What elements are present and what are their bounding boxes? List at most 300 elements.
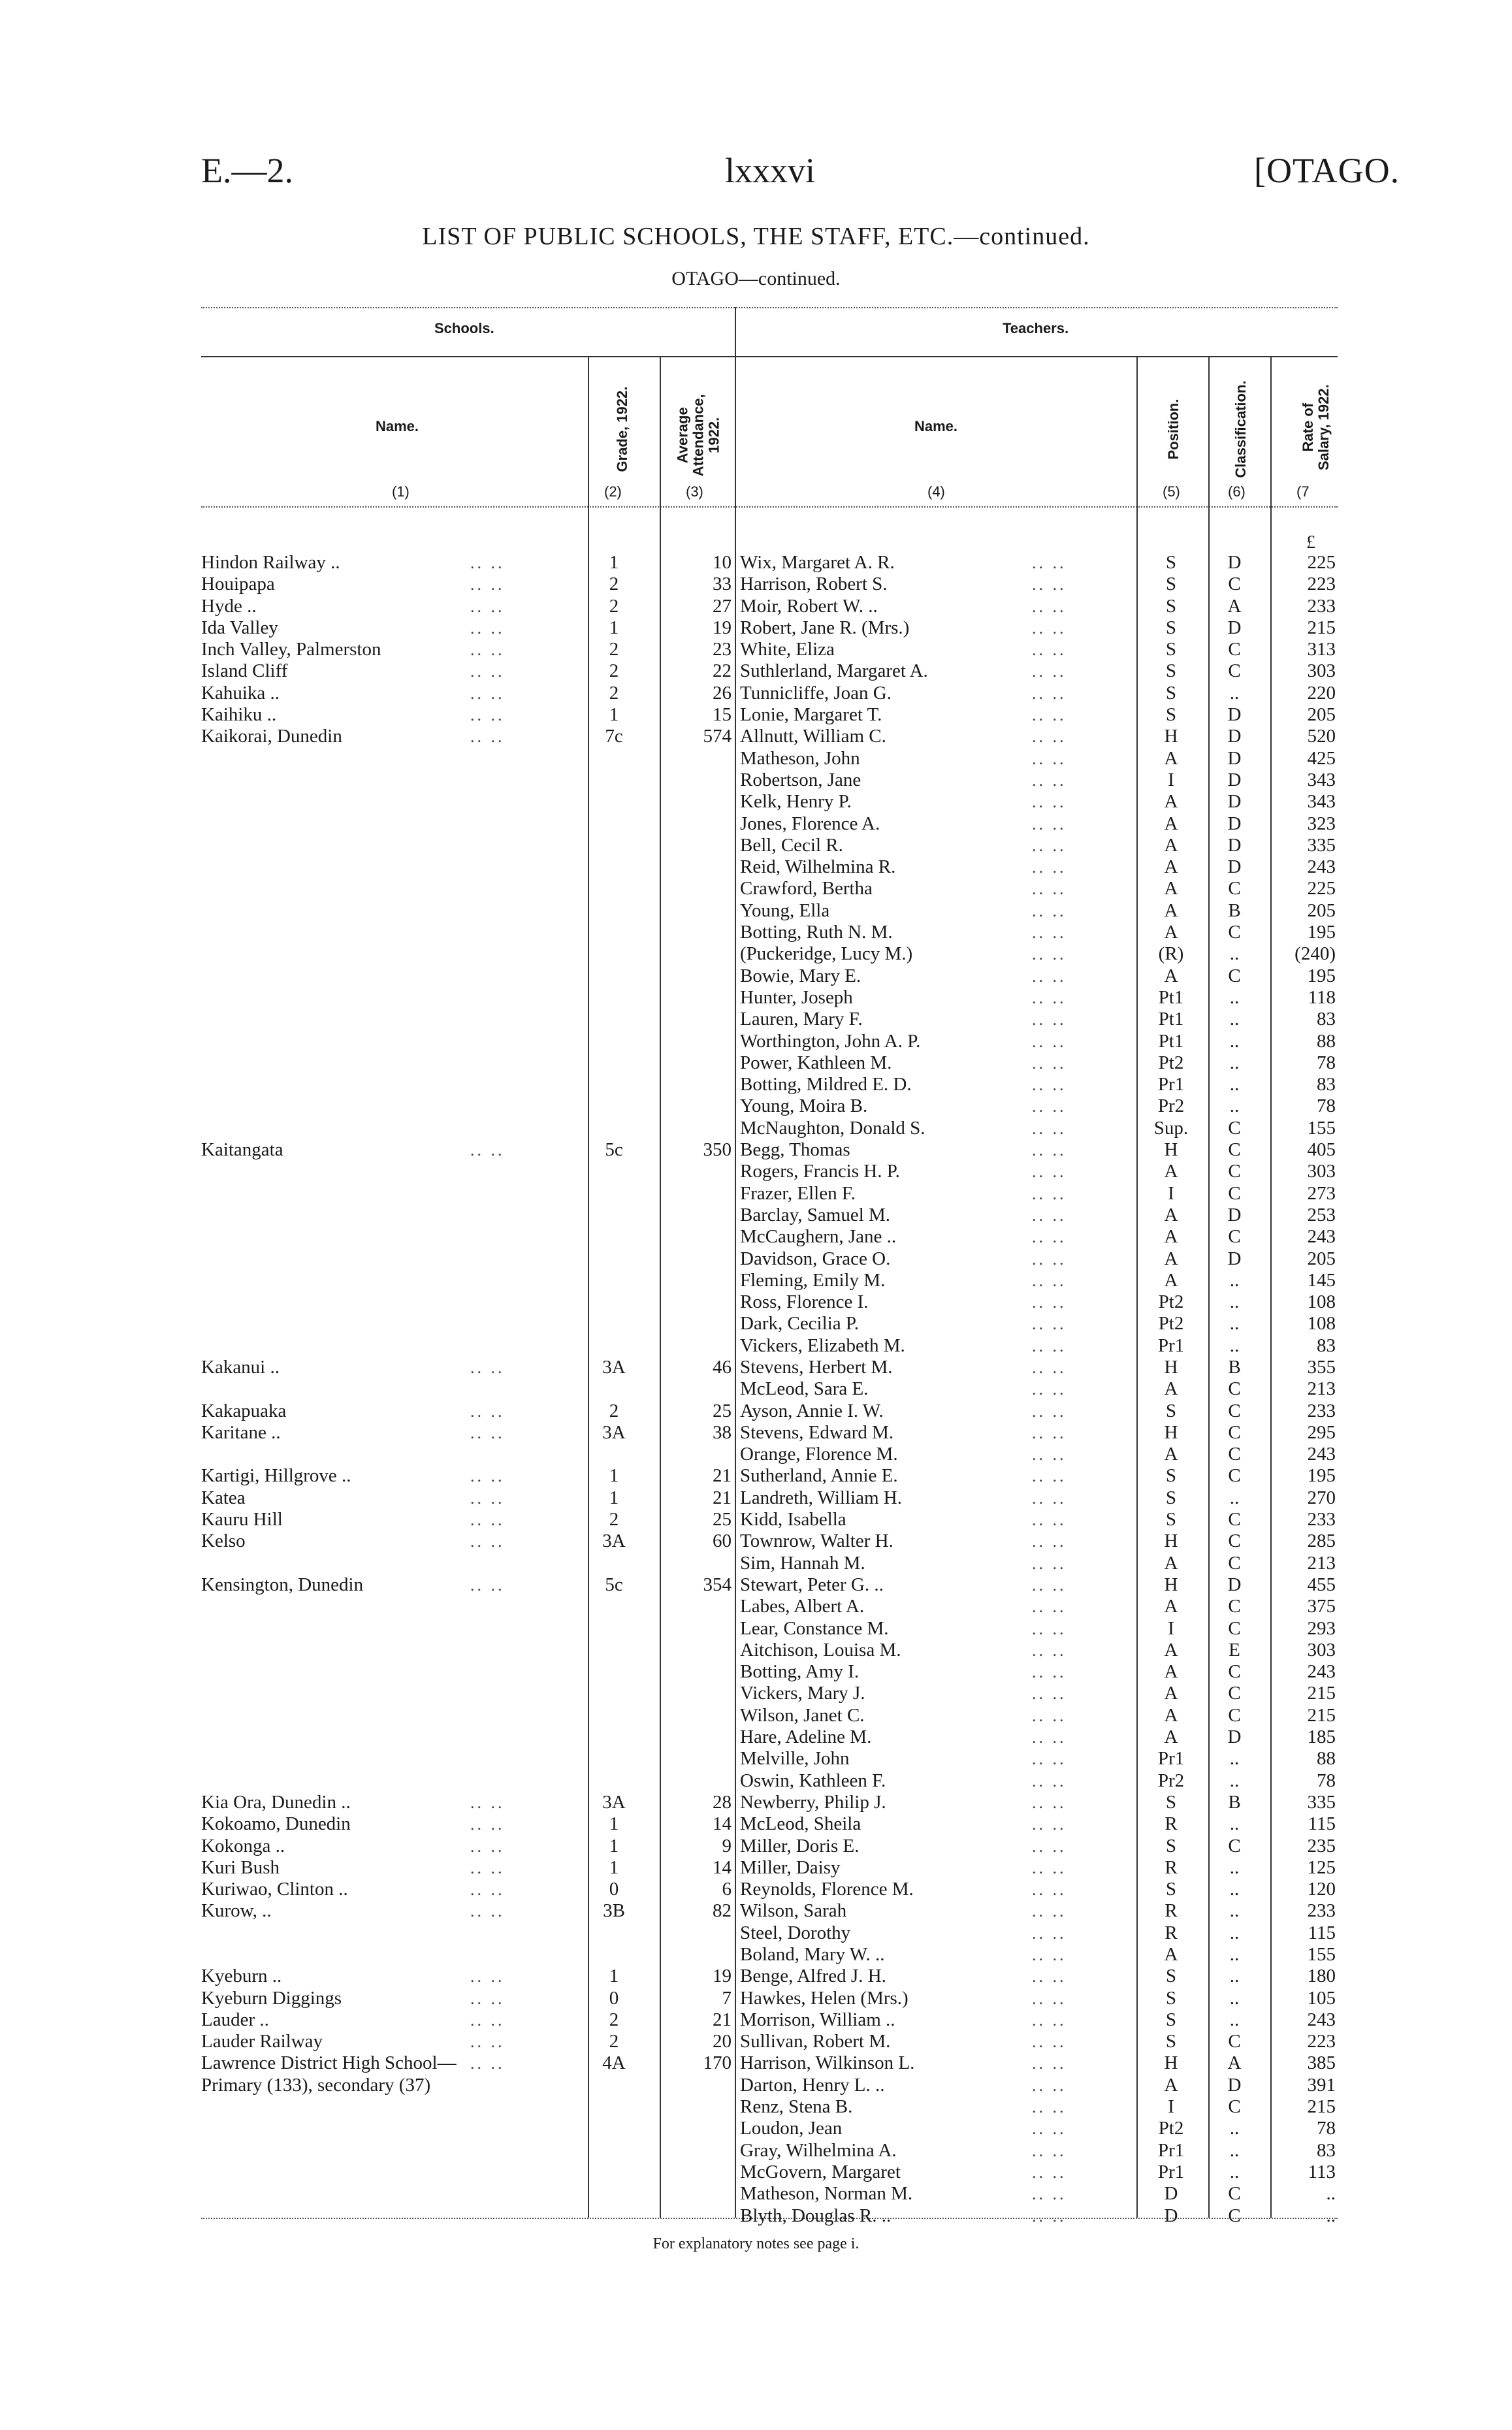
position-cell: S xyxy=(1165,1987,1177,2009)
leader-dots: .. .. xyxy=(1032,945,1067,964)
school-name-cell: Lauder Railway xyxy=(201,2031,323,2052)
classification-cell: C xyxy=(1228,639,1241,660)
leader-dots: .. .. xyxy=(1032,683,1067,703)
grade-cell: 3A xyxy=(602,1421,626,1443)
salary-cell: 78 xyxy=(1317,1095,1336,1117)
leader-dots: .. .. xyxy=(1032,1597,1067,1617)
position-cell: S xyxy=(1165,552,1177,573)
teacher-name-cell: Townrow, Walter H. xyxy=(740,1531,893,1552)
leader-dots: .. .. xyxy=(1032,1336,1067,1355)
leader-dots: .. .. xyxy=(470,1575,505,1595)
school-name-cell: Karitane .. xyxy=(201,1421,281,1443)
column-header-grade: Grade, 1922. xyxy=(613,386,630,472)
leader-dots: .. .. xyxy=(1032,618,1067,638)
grade-cell: 0 xyxy=(609,1879,619,1900)
classification-cell: D xyxy=(1227,1248,1242,1269)
salary-cell: 215 xyxy=(1307,2096,1336,2118)
column-header-classification: Classification. xyxy=(1232,380,1249,478)
leader-dots: .. .. xyxy=(1032,1031,1067,1051)
salary-cell: 213 xyxy=(1307,1552,1336,1574)
attendance-cell: 19 xyxy=(713,1966,732,1987)
leader-dots: .. .. xyxy=(470,553,505,572)
table-row xyxy=(0,1270,1512,1291)
teacher-name-cell: Landreth, William H. xyxy=(740,1487,902,1508)
teacher-name-cell: Reynolds, Florence M. xyxy=(740,1879,914,1900)
grade-cell: 5c xyxy=(605,1139,623,1161)
grade-cell: 2 xyxy=(609,574,619,595)
table-row xyxy=(0,2009,1512,2031)
classification-cell: .. xyxy=(1229,943,1240,965)
leader-dots: .. .. xyxy=(1032,2075,1067,2095)
table-row xyxy=(0,639,1512,660)
position-cell: A xyxy=(1164,1444,1178,1465)
leader-dots: .. .. xyxy=(470,662,505,681)
classification-cell: C xyxy=(1228,1182,1241,1204)
table-row xyxy=(0,1118,1512,1139)
salary-cell: 233 xyxy=(1307,1900,1336,1922)
salary-cell: 83 xyxy=(1317,1074,1336,1095)
table-row xyxy=(0,2118,1512,2139)
grade-cell: 3B xyxy=(603,1900,625,1922)
teacher-name-cell: Morrison, William .. xyxy=(740,2009,895,2030)
leader-dots: .. .. xyxy=(470,1532,505,1551)
grade-cell: 2 xyxy=(609,1509,619,1531)
salary-cell: 295 xyxy=(1307,1421,1336,1443)
teacher-name-cell: Fleming, Emily M. xyxy=(740,1269,886,1291)
table-row xyxy=(0,726,1512,747)
position-cell: Pr1 xyxy=(1157,2139,1185,2161)
table-row xyxy=(0,1813,1512,1835)
attendance-cell: 6 xyxy=(722,1879,732,1900)
grade-cell: 2 xyxy=(609,1400,619,1421)
salary-cell: 335 xyxy=(1307,834,1336,856)
salary-cell: 120 xyxy=(1307,1879,1336,1900)
salary-cell: 285 xyxy=(1307,1531,1336,1552)
leader-dots: .. .. xyxy=(470,1858,505,1877)
teacher-name-cell: Dark, Cecilia P. xyxy=(740,1313,860,1335)
school-name-cell: Kokonga .. xyxy=(201,1835,285,1856)
salary-cell: 303 xyxy=(1307,1639,1336,1660)
leader-dots: .. .. xyxy=(470,1902,505,1921)
attendance-cell: 170 xyxy=(703,2052,732,2074)
classification-cell: C xyxy=(1228,922,1241,943)
position-cell: H xyxy=(1164,1139,1178,1161)
table-row xyxy=(0,1705,1512,1726)
table-row xyxy=(0,770,1512,791)
position-cell: Pr1 xyxy=(1157,1748,1185,1770)
salary-cell: 115 xyxy=(1308,1922,1336,1943)
salary-cell: 83 xyxy=(1317,1009,1336,1030)
teacher-name-cell: Rogers, Francis H. P. xyxy=(740,1161,900,1182)
teacher-name-cell: Melville, John xyxy=(740,1748,850,1770)
table-row xyxy=(0,1465,1512,1487)
position-cell: Sup. xyxy=(1153,1117,1189,1139)
table-row xyxy=(0,1248,1512,1270)
table-row xyxy=(0,1966,1512,1987)
teacher-name-cell: Worthington, John A. P. xyxy=(740,1030,921,1052)
salary-cell: 215 xyxy=(1307,617,1336,638)
position-cell: D xyxy=(1164,2183,1178,2205)
table-row xyxy=(0,1031,1512,1052)
column-number-6: (6) xyxy=(1228,483,1246,500)
teacher-name-cell: Stevens, Herbert M. xyxy=(740,1356,893,1378)
leader-dots: .. .. xyxy=(1032,2054,1067,2073)
leader-dots: .. .. xyxy=(1032,879,1067,899)
classification-cell: C xyxy=(1228,1531,1241,1552)
classification-cell: C xyxy=(1228,1617,1241,1639)
table-row xyxy=(0,2096,1512,2118)
leader-dots: .. .. xyxy=(1032,1532,1067,1551)
leader-dots: .. .. xyxy=(1032,966,1067,986)
attendance-cell: 46 xyxy=(713,1356,732,1378)
grade-cell: 3A xyxy=(602,1791,626,1813)
leader-dots: .. .. xyxy=(470,1967,505,1986)
position-cell: A xyxy=(1164,1161,1178,1182)
leader-dots: .. .. xyxy=(1032,2206,1067,2226)
position-cell: A xyxy=(1164,1661,1178,1683)
school-name-cell: Kartigi, Hillgrove .. xyxy=(201,1465,351,1487)
grade-cell: 1 xyxy=(609,617,619,638)
leader-dots: .. .. xyxy=(1032,1988,1067,2008)
position-cell: I xyxy=(1168,1182,1174,1204)
leader-dots: .. .. xyxy=(1032,1619,1067,1638)
table-row xyxy=(0,791,1512,813)
position-cell: H xyxy=(1164,1531,1178,1552)
column-header-rule xyxy=(201,506,1338,508)
classification-cell: .. xyxy=(1229,1030,1240,1052)
teacher-name-cell: Harrison, Robert S. xyxy=(740,574,888,595)
footnote: For explanatory notes see page i. xyxy=(652,2235,860,2252)
salary-cell: 205 xyxy=(1307,899,1336,921)
classification-cell: D xyxy=(1227,791,1242,813)
position-cell: Pt2 xyxy=(1158,1052,1184,1073)
position-cell: H xyxy=(1164,2052,1178,2074)
classification-cell: D xyxy=(1227,2074,1242,2096)
leader-dots: .. .. xyxy=(1032,1706,1067,1725)
column-header-teacher-name: Name. xyxy=(914,418,958,434)
classification-cell: C xyxy=(1228,2205,1241,2226)
teacher-name-cell: Barclay, Samuel M. xyxy=(740,1204,891,1225)
leader-dots: .. .. xyxy=(470,640,505,660)
teacher-name-cell: Botting, Amy I. xyxy=(740,1661,860,1683)
teacher-name-cell: Moir, Robert W. .. xyxy=(740,595,878,617)
salary-cell: 391 xyxy=(1307,2074,1336,2096)
position-cell: Pt2 xyxy=(1158,1313,1184,1335)
salary-cell: 195 xyxy=(1307,922,1336,943)
position-cell: A xyxy=(1164,1226,1178,1248)
leader-dots: .. .. xyxy=(1032,1945,1067,1964)
table-row xyxy=(0,813,1512,835)
leader-dots: .. .. xyxy=(1032,1510,1067,1530)
leader-dots: .. .. xyxy=(1032,923,1067,943)
table-row xyxy=(0,552,1512,574)
grade-cell: 2 xyxy=(609,682,619,704)
grade-cell: 1 xyxy=(609,1835,619,1856)
salary-cell: 83 xyxy=(1317,1335,1336,1356)
leader-dots: .. .. xyxy=(1032,1836,1067,1856)
teacher-name-cell: McCaughern, Jane .. xyxy=(740,1226,897,1248)
salary-cell: 233 xyxy=(1307,1400,1336,1421)
leader-dots: .. .. xyxy=(1032,1488,1067,1508)
table-row xyxy=(0,1553,1512,1574)
leader-dots: .. .. xyxy=(1032,1967,1067,1986)
classification-cell: C xyxy=(1228,1444,1241,1465)
position-cell: R xyxy=(1165,1813,1178,1835)
teacher-name-cell: Gray, Wilhelmina A. xyxy=(740,2139,897,2161)
leader-dots: .. .. xyxy=(470,1815,505,1834)
attendance-cell: 23 xyxy=(713,639,732,660)
table-row xyxy=(0,2075,1512,2096)
classification-cell: C xyxy=(1228,1552,1241,1574)
teacher-name-cell: Ayson, Annie I. W. xyxy=(740,1400,884,1421)
position-cell: S xyxy=(1165,1835,1177,1856)
position-cell: A xyxy=(1164,813,1178,834)
leader-dots: .. .. xyxy=(1032,1815,1067,1834)
salary-cell: 425 xyxy=(1307,747,1336,769)
position-cell: A xyxy=(1164,899,1178,921)
column-header-school-name: Name. xyxy=(376,418,419,434)
school-name-cell: Hindon Railway .. xyxy=(201,552,340,573)
position-cell: Pr1 xyxy=(1157,1074,1185,1095)
table-row xyxy=(0,856,1512,878)
position-cell: R xyxy=(1165,1856,1178,1878)
salary-cell: 83 xyxy=(1317,2139,1336,2161)
table-row xyxy=(0,922,1512,943)
leader-dots: .. .. xyxy=(1032,1227,1067,1247)
salary-cell: 303 xyxy=(1307,660,1336,682)
page-header-right: [OTAGO. xyxy=(1254,151,1400,190)
position-cell: S xyxy=(1165,660,1177,682)
table-row xyxy=(0,1879,1512,1900)
leader-dots: .. .. xyxy=(1032,1662,1067,1682)
leader-dots: .. .. xyxy=(1032,792,1067,812)
leader-dots: .. .. xyxy=(1032,640,1067,660)
table-top-rule xyxy=(201,307,1338,308)
table-row xyxy=(0,943,1512,965)
salary-cell: 145 xyxy=(1307,1269,1336,1291)
attendance-cell: 27 xyxy=(713,595,732,617)
position-cell: S xyxy=(1165,1966,1177,1987)
classification-cell: C xyxy=(1228,1835,1241,1856)
table-row xyxy=(0,1770,1512,1792)
classification-cell: D xyxy=(1227,1204,1242,1225)
school-name-cell: Kyeburn .. xyxy=(201,1966,282,1987)
salary-cell: 243 xyxy=(1307,2009,1336,2030)
teacher-name-cell: Hawkes, Helen (Mrs.) xyxy=(740,1987,909,2009)
position-cell: A xyxy=(1164,1726,1178,1748)
school-name-cell: Hyde .. xyxy=(201,595,257,617)
teacher-name-cell: Tunnicliffe, Joan G. xyxy=(740,682,892,704)
salary-cell: 195 xyxy=(1307,1465,1336,1487)
classification-cell: A xyxy=(1227,2052,1242,2074)
school-name-cell: Island Cliff xyxy=(201,660,288,682)
salary-cell: 253 xyxy=(1307,1204,1336,1225)
classification-cell: C xyxy=(1228,1661,1241,1683)
column-number-2: (2) xyxy=(604,483,622,500)
attendance-cell: 38 xyxy=(713,1421,732,1443)
teacher-name-cell: Power, Kathleen M. xyxy=(740,1052,892,1073)
position-cell: A xyxy=(1164,878,1178,899)
leader-dots: .. .. xyxy=(470,727,505,747)
position-cell: A xyxy=(1164,1248,1178,1269)
salary-cell: 323 xyxy=(1307,813,1336,834)
attendance-cell: 14 xyxy=(713,1856,732,1878)
position-cell: A xyxy=(1164,834,1178,856)
column-number-5: (5) xyxy=(1163,483,1180,500)
leader-dots: .. .. xyxy=(1032,596,1067,616)
salary-cell: .. xyxy=(1326,2205,1336,2226)
teacher-name-cell: Bowie, Mary E. xyxy=(740,965,861,986)
grade-cell: 5c xyxy=(605,1574,623,1595)
attendance-cell: 25 xyxy=(713,1509,732,1531)
leader-dots: .. .. xyxy=(470,1401,505,1421)
leader-dots: .. .. xyxy=(470,1510,505,1530)
teacher-name-cell: Loudon, Jean xyxy=(740,2118,843,2139)
attendance-cell: 20 xyxy=(713,2031,732,2052)
teacher-name-cell: Suthlerland, Margaret A. xyxy=(740,660,928,682)
document-subtitle: OTAGO—continued. xyxy=(671,268,841,289)
teacher-name-cell: McNaughton, Donald S. xyxy=(740,1117,925,1139)
position-cell: H xyxy=(1164,726,1178,747)
position-cell: Pt2 xyxy=(1158,2118,1184,2139)
teacher-name-cell: Young, Ella xyxy=(740,899,830,921)
teacher-name-cell: Reid, Wilhelmina R. xyxy=(740,856,896,878)
table-row xyxy=(0,878,1512,899)
teacher-name-cell: Harrison, Wilkinson L. xyxy=(740,2052,915,2074)
classification-cell: .. xyxy=(1229,1879,1240,1900)
table-row xyxy=(0,1900,1512,1922)
position-cell: A xyxy=(1164,1269,1178,1291)
leader-dots: .. .. xyxy=(1032,2119,1067,2139)
grade-cell: 2 xyxy=(609,639,619,660)
classification-cell: .. xyxy=(1229,1074,1240,1095)
table-row xyxy=(0,987,1512,1009)
table-row xyxy=(0,660,1512,682)
classification-cell: C xyxy=(1228,1139,1241,1161)
teacher-name-cell: Jones, Florence A. xyxy=(740,813,880,834)
salary-cell: 223 xyxy=(1307,574,1336,595)
staff-table-body xyxy=(0,552,1512,2227)
position-cell: S xyxy=(1165,1879,1177,1900)
leader-dots: .. .. xyxy=(470,1880,505,1900)
table-row xyxy=(0,748,1512,770)
attendance-cell: 26 xyxy=(713,682,732,704)
classification-cell: .. xyxy=(1229,1269,1240,1291)
leader-dots: .. .. xyxy=(1032,1075,1067,1095)
school-name-cell: Lawrence District High School— xyxy=(201,2052,457,2074)
table-row xyxy=(0,2052,1512,2074)
teacher-name-cell: McGovern, Margaret xyxy=(740,2161,901,2182)
table-row xyxy=(0,1683,1512,1704)
teacher-name-cell: Young, Moira B. xyxy=(740,1095,868,1117)
table-row xyxy=(0,965,1512,987)
grade-cell: 3A xyxy=(602,1356,626,1378)
classification-cell: C xyxy=(1228,1226,1241,1248)
teacher-name-cell: Wix, Margaret A. R. xyxy=(740,552,895,573)
leader-dots: .. .. xyxy=(1032,553,1067,572)
leader-dots: .. .. xyxy=(1032,1792,1067,1812)
leader-dots: .. .. xyxy=(1032,1314,1067,1334)
school-name-cell: Houipapa xyxy=(201,574,275,595)
position-cell: A xyxy=(1164,1683,1178,1704)
group-header-teachers: Teachers. xyxy=(1003,320,1069,336)
position-cell: I xyxy=(1168,1617,1174,1639)
leader-dots: .. .. xyxy=(1032,1053,1067,1073)
teacher-name-cell: Crawford, Bertha xyxy=(740,878,873,899)
grade-cell: 1 xyxy=(609,704,619,726)
classification-cell: C xyxy=(1228,1683,1241,1704)
leader-dots: .. .. xyxy=(1032,770,1067,790)
attendance-cell: 15 xyxy=(713,704,732,726)
classification-cell: C xyxy=(1228,2096,1241,2118)
leader-dots: .. .. xyxy=(1032,1880,1067,1900)
teacher-name-cell: Aitchison, Louisa M. xyxy=(740,1639,901,1660)
salary-cell: 343 xyxy=(1307,769,1336,790)
salary-cell: 233 xyxy=(1307,595,1336,617)
classification-cell: .. xyxy=(1229,1009,1240,1030)
classification-cell: C xyxy=(1228,2183,1241,2205)
position-cell: A xyxy=(1164,2074,1178,2096)
attendance-cell: 28 xyxy=(713,1791,732,1813)
classification-cell: C xyxy=(1228,965,1241,986)
classification-cell: .. xyxy=(1229,1944,1240,1965)
table-row xyxy=(0,704,1512,726)
leader-dots: .. .. xyxy=(470,2054,505,2073)
teacher-name-cell: Sim, Hannah M. xyxy=(740,1552,865,1574)
grade-cell: 1 xyxy=(609,1465,619,1487)
table-row xyxy=(0,2162,1512,2183)
salary-cell: 78 xyxy=(1317,1052,1336,1073)
grade-cell: 1 xyxy=(609,552,619,573)
position-cell: R xyxy=(1165,1922,1178,1943)
table-row xyxy=(0,1422,1512,1444)
table-row xyxy=(0,683,1512,704)
position-cell: S xyxy=(1165,2031,1177,2052)
teacher-name-cell: Allnutt, William C. xyxy=(740,726,886,747)
teacher-name-cell: Bell, Cecil R. xyxy=(740,834,843,856)
classification-cell: .. xyxy=(1229,1856,1240,1878)
attendance-cell: 14 xyxy=(713,1813,732,1835)
salary-cell: 375 xyxy=(1307,1596,1336,1617)
table-row xyxy=(0,1726,1512,1748)
position-cell: S xyxy=(1165,1400,1177,1421)
classification-cell: C xyxy=(1228,2031,1241,2052)
leader-dots: .. .. xyxy=(1032,1357,1067,1377)
teacher-name-cell: Wilson, Janet C. xyxy=(740,1704,865,1726)
table-row xyxy=(0,574,1512,595)
school-name-cell: Katea xyxy=(201,1487,246,1508)
classification-cell: C xyxy=(1228,1378,1241,1400)
leader-dots: .. .. xyxy=(1032,1141,1067,1160)
teacher-name-cell: (Puckeridge, Lucy M.) xyxy=(740,943,913,965)
salary-cell: 205 xyxy=(1307,1248,1336,1269)
leader-dots: .. .. xyxy=(470,2010,505,2030)
classification-cell: .. xyxy=(1229,682,1240,704)
salary-cell: 223 xyxy=(1307,2031,1336,2052)
attendance-cell: 10 xyxy=(713,552,732,573)
classification-cell: C xyxy=(1228,1400,1241,1421)
position-cell: A xyxy=(1164,1552,1178,1574)
table-row xyxy=(0,1487,1512,1509)
classification-cell: .. xyxy=(1229,1813,1240,1835)
salary-cell: 125 xyxy=(1307,1856,1336,1878)
grade-cell: 2 xyxy=(609,660,619,682)
table-row xyxy=(0,1509,1512,1531)
leader-dots: .. .. xyxy=(1032,1010,1067,1029)
position-cell: I xyxy=(1168,2096,1174,2118)
teacher-name-cell: McLeod, Sheila xyxy=(740,1813,861,1835)
classification-cell: B xyxy=(1228,899,1241,921)
